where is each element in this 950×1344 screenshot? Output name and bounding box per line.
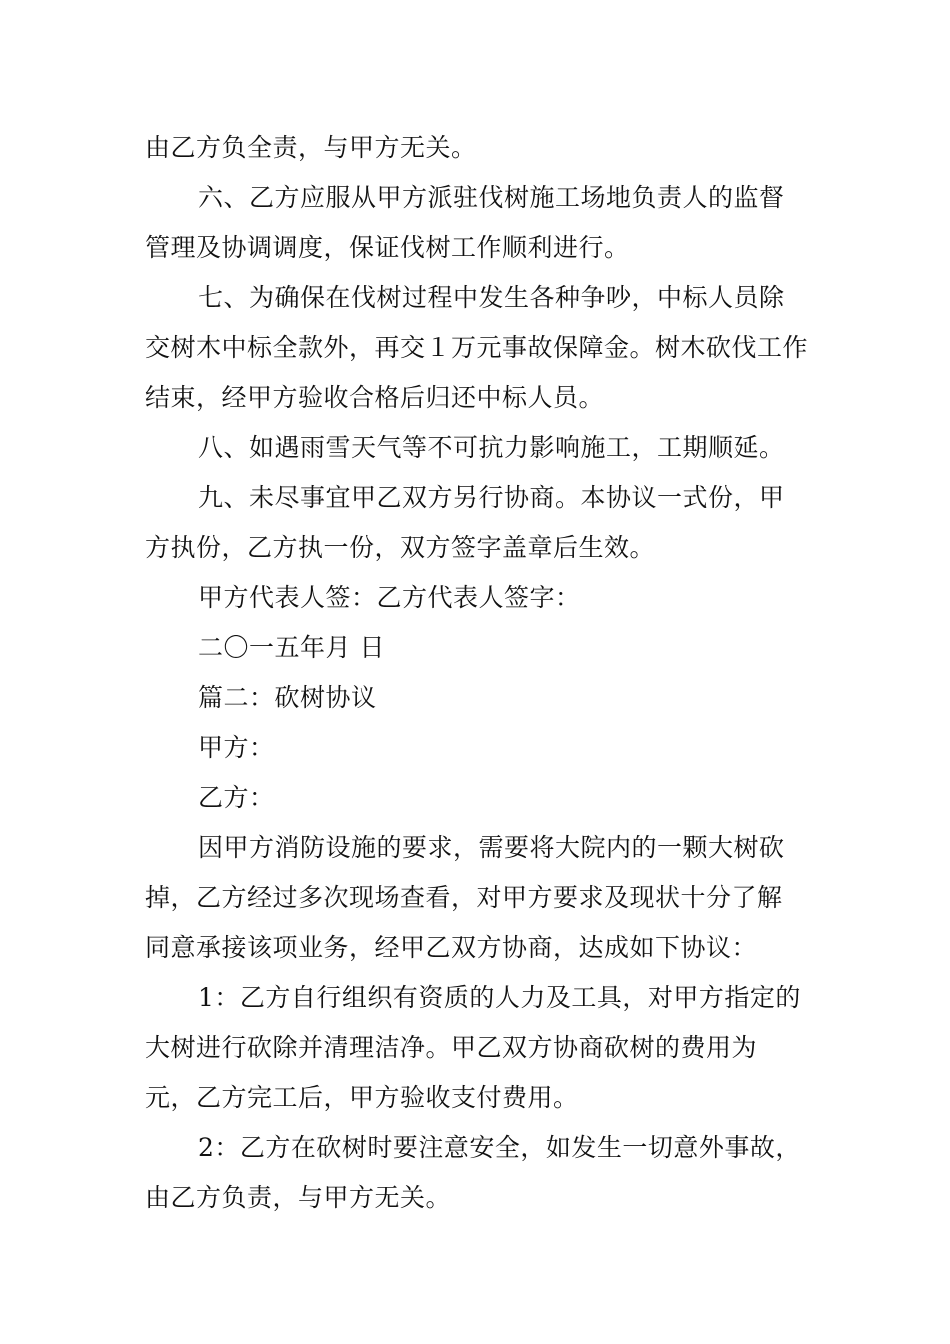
party-b-label: 乙方： bbox=[198, 783, 275, 812]
text-line: 六、乙方应服从甲方派驻伐树施工场地负责人的监督 bbox=[198, 183, 785, 212]
text-line: 因甲方消防设施的要求，需要将大院内的一颗大树砍 bbox=[198, 833, 785, 862]
text-line: 九、未尽事宜甲乙双方另行协商。本协议一式份，甲 bbox=[198, 483, 785, 512]
text-line: 八、如遇雨雪天气等不可抗力影响施工，工期顺延。 bbox=[198, 433, 785, 462]
text-line: 元，乙方完工后，甲方验收支付费用。 bbox=[145, 1083, 579, 1112]
text-line: 交树木中标全款外，再交１万元事故保障金。树木砍伐工作 bbox=[145, 333, 809, 362]
text-line: 同意承接该项业务，经甲乙双方协商，达成如下协议： bbox=[145, 933, 758, 962]
text-line: 七、为确保在伐树过程中发生各种争吵，中标人员除 bbox=[198, 283, 785, 312]
text-line: 掉，乙方经过多次现场查看，对甲方要求及现状十分了解 bbox=[145, 883, 783, 912]
text-line: 由乙方负全责，与甲方无关。 bbox=[145, 133, 477, 162]
text-line: 由乙方负责，与甲方无关。 bbox=[145, 1183, 452, 1212]
text-line: 1：乙方自行组织有资质的人力及工具，对甲方指定的 bbox=[198, 983, 801, 1012]
signature-line: 甲方代表人签：乙方代表人签字： bbox=[198, 583, 581, 612]
text-line: 管理及协调调度，保证伐树工作顺利进行。 bbox=[145, 233, 630, 262]
text-line: 结束，经甲方验收合格后归还中标人员。 bbox=[145, 383, 605, 412]
date-line: 二〇一五年月 日 bbox=[198, 633, 385, 662]
text-line: 2：乙方在砍树时要注意安全，如发生一切意外事故， bbox=[198, 1133, 801, 1162]
text-line: 方执份，乙方执一份，双方签字盖章后生效。 bbox=[145, 533, 656, 562]
section-heading: 篇二：砍树协议 bbox=[198, 683, 377, 712]
party-a-label: 甲方： bbox=[198, 733, 275, 762]
text-line: 大树进行砍除并清理洁净。甲乙双方协商砍树的费用为 bbox=[145, 1033, 758, 1062]
